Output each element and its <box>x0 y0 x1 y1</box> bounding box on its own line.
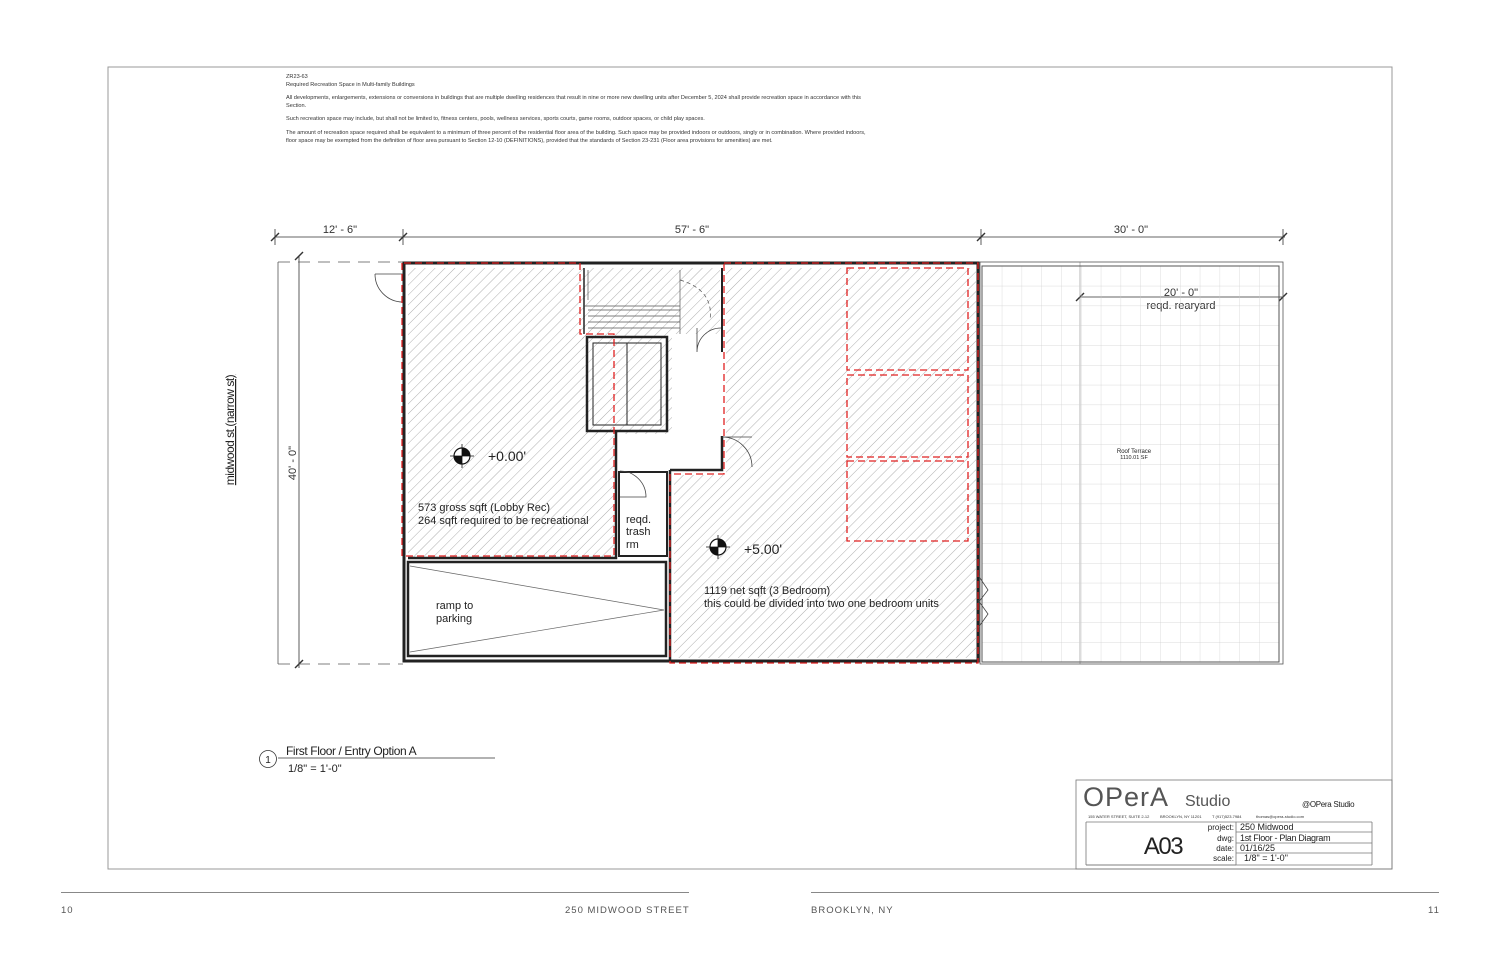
code-paragraph-3: The amount of recreation space required shall be equivalent to a minimum of three percent of the residential floor area of the building. Such space may be provided indoors or outdoors, singly or in combination. Where provided indoors, floor space may be exempted from the definition of floor area pursuant to Section 12-10 (DEFINITIONS), provided that the standards of Section 23-231 (Floor area provisions for amenities) are met. <box>286 129 866 144</box>
code-heading: Required Recreation Space in Multi-family Buildings <box>286 81 415 88</box>
footer-left-title: 250 MIDWOOD STREET <box>565 905 690 916</box>
dim-front: 12' - 6" <box>322 224 358 236</box>
roof-terrace-grid <box>982 266 1279 662</box>
street-label: midwood st (narrow st) <box>223 374 237 486</box>
footer-right-title: BROOKLYN, NY <box>811 905 894 916</box>
dim-building: 57' - 6" <box>674 224 710 236</box>
studio-logo-sub: Studio <box>1185 793 1231 810</box>
stair-hatch <box>584 268 720 334</box>
lobby-required-label: 264 sqft required to be recreational <box>418 515 589 527</box>
footer-right-page: 11 <box>1428 905 1440 916</box>
unit-hatch-lower <box>674 475 976 658</box>
elevation-unit: +5.00' <box>744 541 783 557</box>
ramp-label-2: parking <box>436 613 473 625</box>
lobby-hatch-right <box>584 432 614 557</box>
studio-email: thomas@opera-studio.com <box>1256 814 1305 819</box>
studio-city: BROOKLYN, NY 11201 <box>1160 814 1202 819</box>
trash-label-2: trash <box>626 526 651 538</box>
date-label: date: <box>1216 844 1234 853</box>
code-section: ZR23-63 <box>286 74 308 80</box>
project-value: 250 Midwood <box>1240 822 1294 832</box>
drawing-number: 1 <box>265 755 271 766</box>
dwg-label: dwg: <box>1217 834 1234 843</box>
dim-width: 40' - 0" <box>287 445 299 481</box>
footer-rule-left <box>61 892 689 893</box>
roof-terrace-title: Roof Terrace <box>1116 449 1152 455</box>
project-label: project: <box>1207 823 1234 832</box>
unit-area-label: 1119 net sqft (3 Bedroom) <box>704 585 831 597</box>
dwg-value: 1st Floor - Plan Diagram <box>1240 833 1331 843</box>
drawing-title-text: First Floor / Entry Option A <box>286 744 417 758</box>
unit-hatch-upper <box>726 268 976 475</box>
studio-address: 155 WATER STREET, SUITE 2-12 <box>1088 814 1150 819</box>
date-value: 01/16/25 <box>1240 843 1276 853</box>
unit-note-label: this could be divided into two one bedroom units <box>704 598 939 610</box>
code-paragraph-2: Such recreation space may include, but shall not be limited to, fitness centers, pools, wellness services, sports courts, game rooms, outdoor spaces, or child play spaces. <box>286 116 705 123</box>
trash-label-1: reqd. <box>626 514 652 526</box>
drawing-scale: 1/8" = 1'-0" <box>288 763 342 775</box>
studio-phone: T (917)523.7984 <box>1212 814 1242 819</box>
sheet-number: A03 <box>1143 833 1183 860</box>
studio-handle: @OPera Studio <box>1302 800 1355 809</box>
scale-value: 1/8" = 1'-0" <box>1244 853 1288 863</box>
trash-label-3: rm <box>626 539 639 551</box>
lobby-area-label: 573 gross sqft (Lobby Rec) <box>418 502 551 514</box>
studio-logo: OPerA <box>1083 782 1170 812</box>
ramp-label-1: ramp to <box>436 600 474 612</box>
footer-left-page: 10 <box>61 905 74 916</box>
code-paragraph-1: All developments, enlargements, extensions or conversions in buildings that are multiple dwelling residences that result in nine or more new dwelling units after December 5, 2024 shall provide recreation space in accordance with this Section. <box>286 95 861 109</box>
roof-terrace-area: 1110.01 SF <box>1120 455 1148 461</box>
scale-label: scale: <box>1213 854 1234 863</box>
dim-rear: 30' - 0" <box>1113 224 1149 236</box>
elevation-lobby: +0.00' <box>488 448 527 464</box>
footer-rule-right <box>811 892 1439 893</box>
